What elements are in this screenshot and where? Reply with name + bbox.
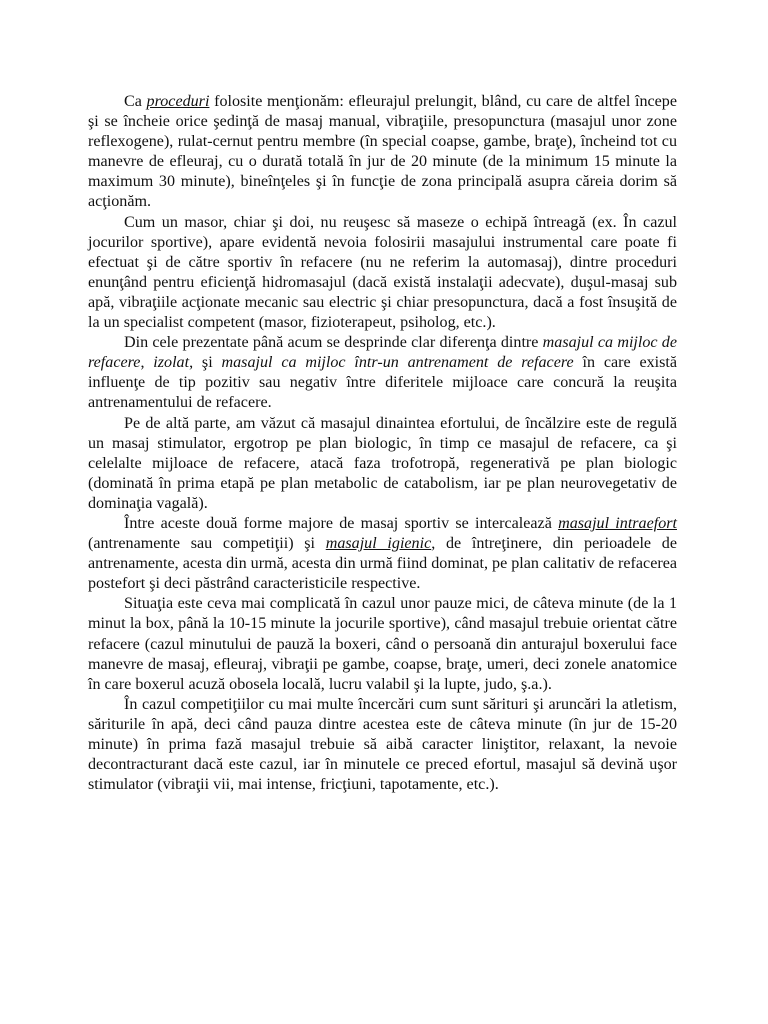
paragraph-6	[88, 594, 677, 694]
paragraph-1	[88, 92, 677, 213]
text-run: În cazul competiţiilor cu mai multe încercări cum sunt sărituri şi aruncări la atletism, săriturile în apă, deci când pauza dintre acestea este de câteva minute (în jur de 15-20 minute) în prima fază masajul trebuie să aibă caracter liniştitor, relaxant, la nevoie decontracturant dacă este cazul, iar în minutele ce preced efortul, masajul să devină uşor stimulator (vibraţii vii, mai intense, fricţiuni, tapotamente, etc.).	[88, 695, 677, 794]
emphasized-term: masajul intraefort	[558, 514, 677, 532]
paragraph-3	[88, 333, 677, 413]
paragraph-5	[88, 514, 677, 594]
paragraph-2	[88, 213, 677, 334]
text-run: , de întreţinere, din perioadele de antrenamente, acesta din urmă, acesta din urmă fiind dominat, pe plan calitativ de refacerea postefort şi deci păstrând caracteristicile respective.	[88, 535, 677, 593]
text-run: Ca	[124, 93, 147, 110]
emphasized-term: masajul igienic	[325, 535, 432, 553]
text-run: , şi	[189, 354, 222, 372]
text-run: ,	[140, 354, 154, 372]
text-run: Din cele prezentate până acum se desprinde clar diferenţa dintre	[124, 334, 543, 352]
emphasized-term: masajul ca mijloc într-un antrenament de refacere	[221, 354, 574, 372]
paragraph-4	[88, 414, 677, 514]
paragraph-7	[88, 695, 677, 795]
text-run: Între aceste două forme majore de masaj sportiv se intercalează	[124, 514, 559, 532]
text-run: Pe de altă parte, am văzut că masajul dinaintea efortului, de încălzire este de regulă un masaj stimulator, ergotrop pe plan biologic, în timp ce masajul de refacere, ca şi celelalte mijloace de refacere, atacă faza trofotropă, regenerativă pe plan biologic (dominată în prima etapă pe plan metabolic de catabolism, iar pe plan neurovegetativ de dominaţia vagală).	[88, 414, 677, 512]
text-run: Cum un masor, chiar şi doi, nu reuşesc să maseze o echipă întreagă (ex. În cazul jocurilor sportive), apare evidentă nevoia folosirii masajului instrumental care poate fi efectuat şi de către sportiv în refacere (nu ne referim la automasaj), dintre proceduri enunţând pentru eficienţă hidromasajul (dacă există instalaţii adecvate), duşul-masaj sub apă, vibraţiile acţionate mecanic sau electric şi chiar presopunctura, dacă a fost însuşită de la un specialist competent (masor, fizioterapeut, psiholog, etc.).	[88, 213, 677, 332]
text-run: (antrenamente sau competiţii) şi	[88, 535, 326, 553]
text-run: Situaţia este ceva mai complicată în cazul unor pauze mici, de câteva minute (de la 1 minut la box, până la 10-15 minute la jocurile sportive), când masajul trebuie orientat către refacere (cazul minutului de pauză la boxeri, când o persoană din anturajul boxerului face manevre de masaj, efleuraj, vibraţii pe gambe, coapse, braţe, umeri, deci zonele anatomice în care boxerul acuză obosela locală, lucru valabil şi la lupte, judo, ş.a.).	[88, 595, 677, 693]
emphasized-term: izolat	[153, 354, 190, 372]
document-page	[88, 92, 677, 795]
text-run: în care există influenţe de tip pozitiv sau negativ între diferitele mijloace care concură la reuşita antrenamentului de refacere.	[88, 354, 678, 412]
emphasized-term: masajul ca mijloc de refacere	[88, 334, 677, 372]
emphasized-term: proceduri	[146, 93, 210, 110]
text-run: folosite menţionăm: efleurajul prelungit, blând, cu care de altfel începe şi se încheie orice şedinţă de masaj manual, vibraţiile, presopunctura (masajul unor zone reflexogene), rulat-cernut pentru membre (în special coapse, gambe, braţe), încheind tot cu manevre de efleuraj, cu o durată totală în jur de 20 minute (de la minimum 15 minute la maximum 30 minute), bineînţeles şi în funcţie de zona principală asupra căreia dorim să acţionăm.	[88, 93, 677, 211]
